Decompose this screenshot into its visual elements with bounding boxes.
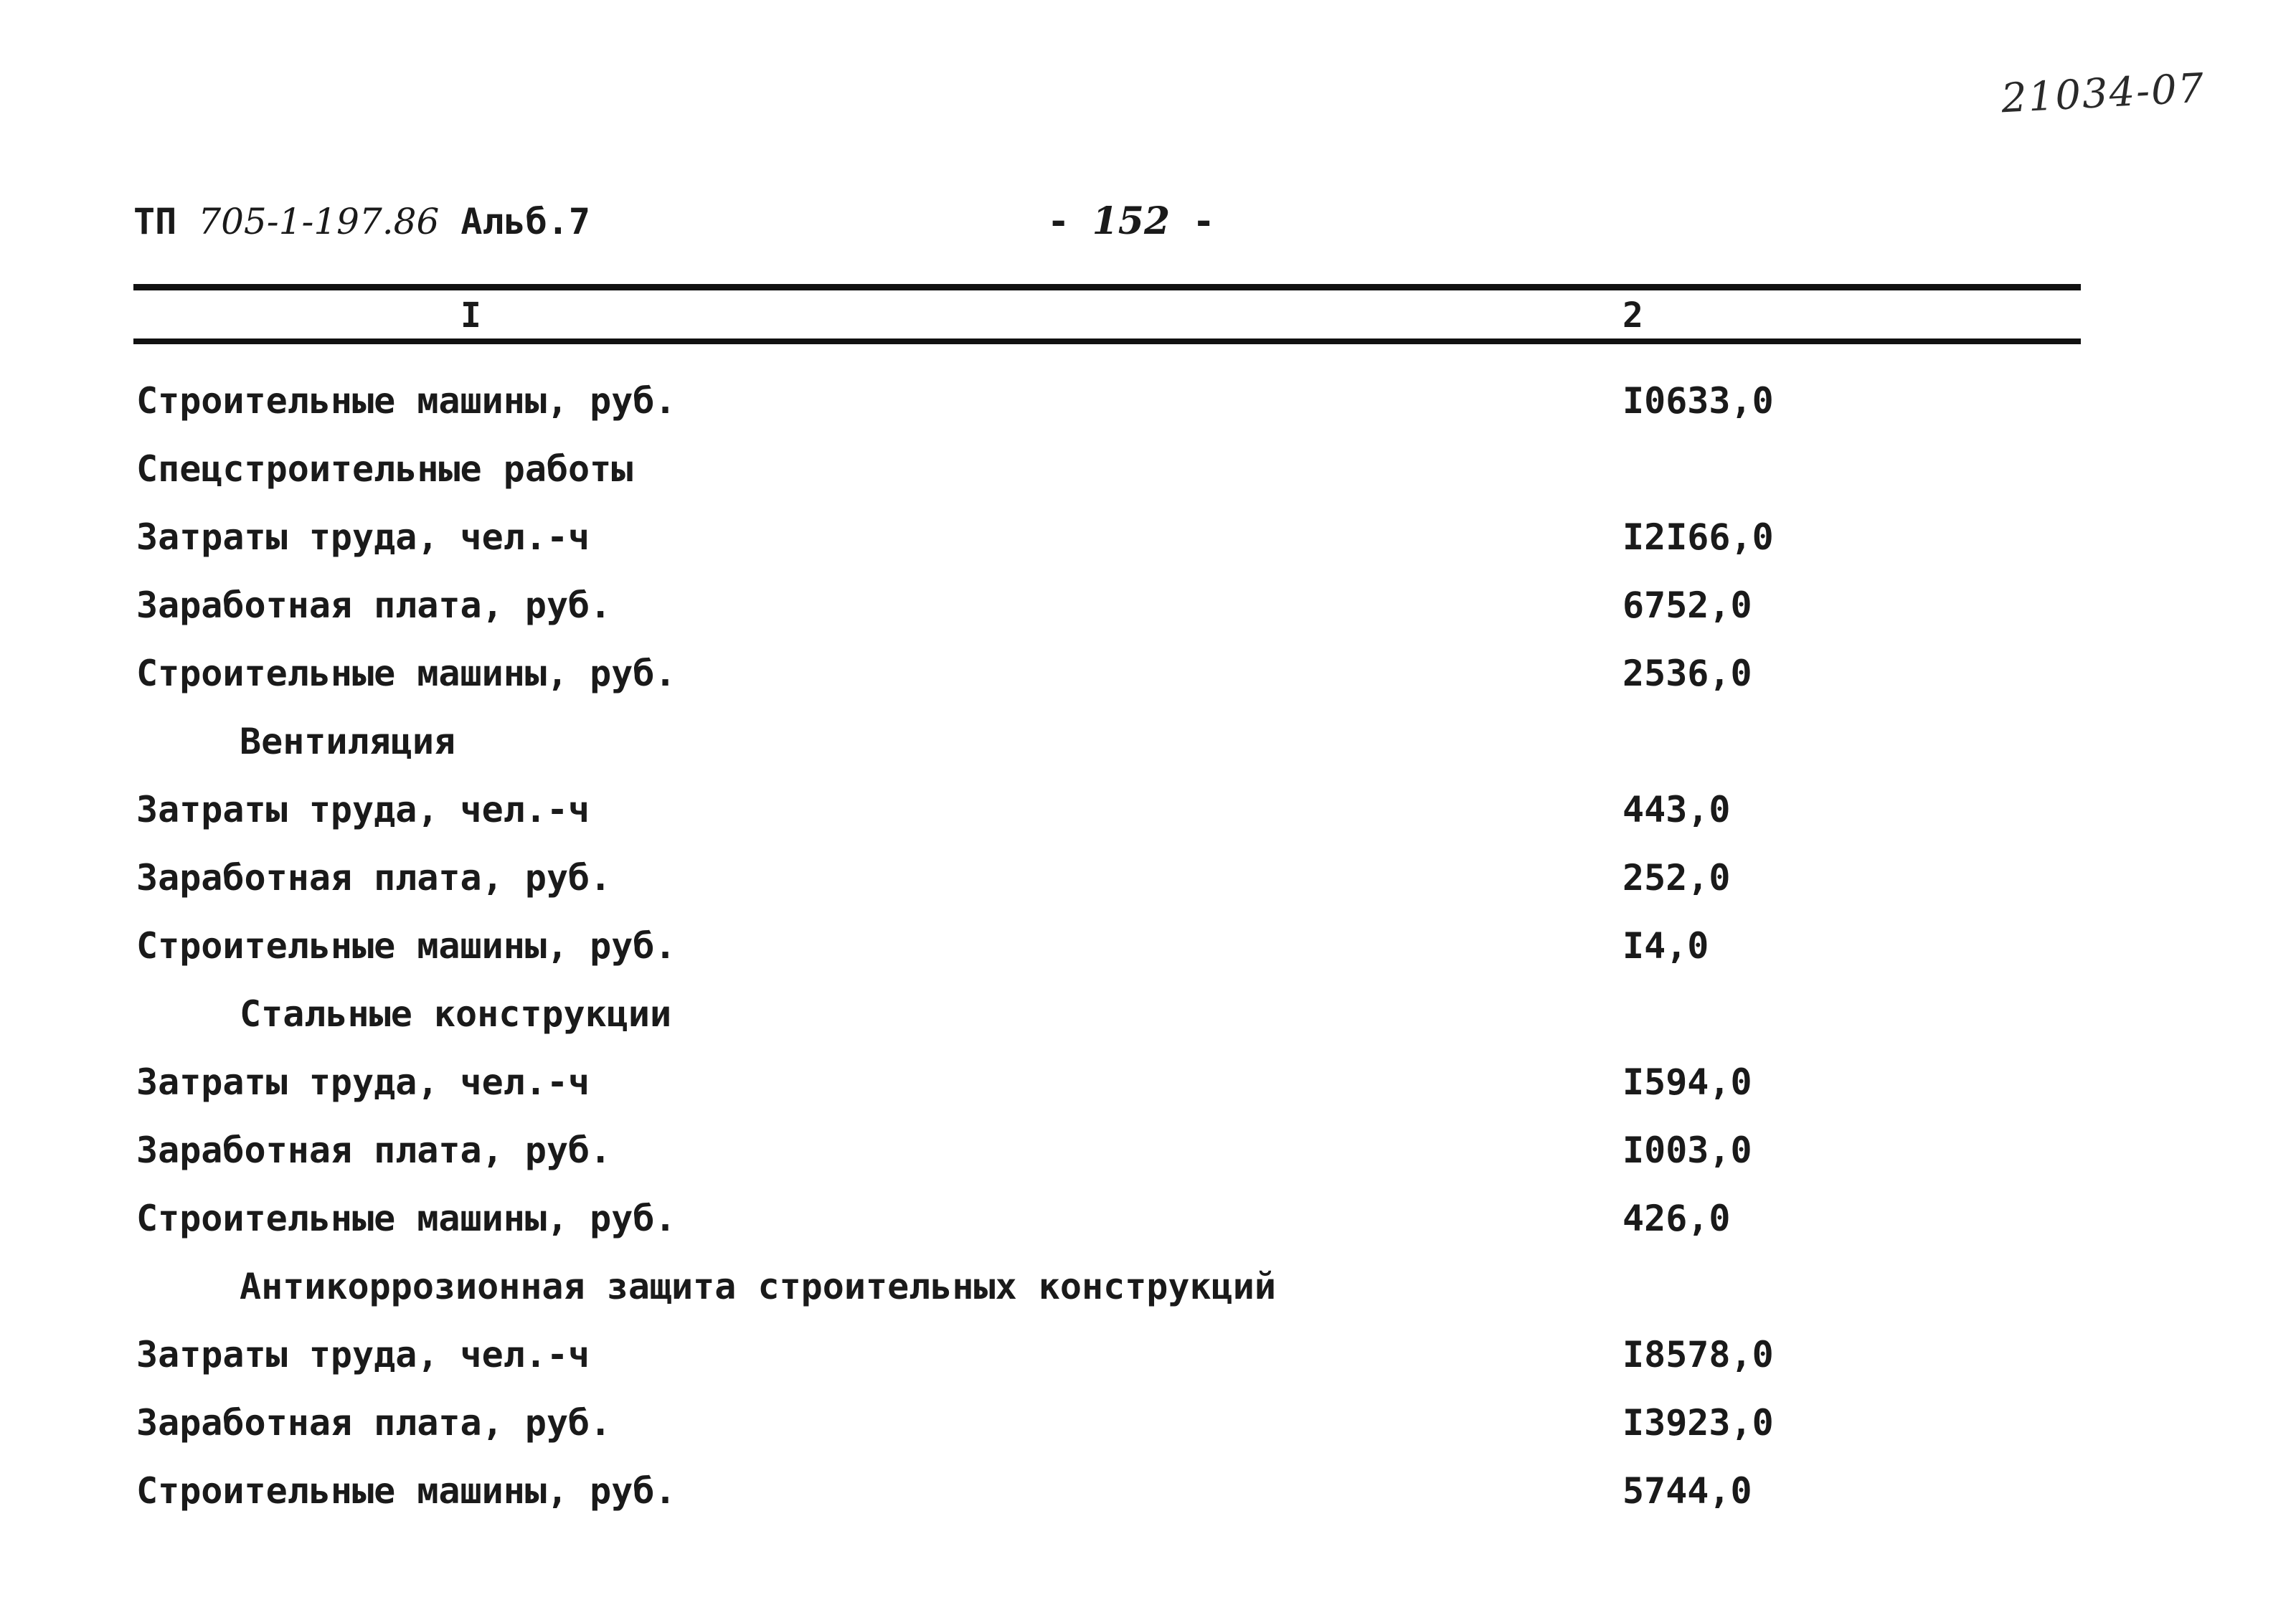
table-row xyxy=(0,1061,2296,1119)
table-row xyxy=(0,1402,2296,1459)
row-label: Спецстроительные работы xyxy=(136,448,633,490)
row-label: Строительные машины, руб. xyxy=(136,1198,676,1239)
row-value: I2I66,0 xyxy=(1622,516,1774,558)
row-label: Стальные конструкции xyxy=(240,993,672,1035)
row-label: Строительные машины, руб. xyxy=(136,380,676,422)
table-row xyxy=(0,1470,2296,1528)
doc-prefix: ТП xyxy=(133,201,199,242)
row-label: Вентиляция xyxy=(240,721,456,762)
table-row xyxy=(0,516,2296,574)
row-value: 252,0 xyxy=(1622,857,1731,899)
row-value: 5744,0 xyxy=(1622,1470,1752,1512)
row-value: I8578,0 xyxy=(1622,1334,1774,1375)
doc-number: 705-1-197.86 xyxy=(198,201,440,242)
page-number xyxy=(1047,199,1215,243)
row-label: Затраты труда, чел.-ч xyxy=(136,1334,590,1375)
row-label: Затраты труда, чел.-ч xyxy=(136,516,590,558)
row-value: I594,0 xyxy=(1622,1061,1752,1103)
row-value: I0633,0 xyxy=(1622,380,1774,422)
table-row xyxy=(0,584,2296,642)
section-subtitle xyxy=(0,448,2296,506)
row-label: Антикоррозионная защита строительных конструкций xyxy=(240,1266,1276,1307)
row-label: Затраты труда, чел.-ч xyxy=(136,789,590,830)
table-row xyxy=(0,380,2296,437)
table-header-rule xyxy=(133,338,2081,344)
section-heading xyxy=(0,721,2296,778)
table-top-rule xyxy=(133,284,2081,290)
page-number-dash-left: - xyxy=(1047,200,1092,243)
section-heading xyxy=(0,1266,2296,1323)
table-row xyxy=(0,653,2296,710)
table-row xyxy=(0,789,2296,846)
table-row xyxy=(0,857,2296,914)
row-label: Заработная плата, руб. xyxy=(136,584,612,626)
table-row xyxy=(0,1130,2296,1187)
table-row xyxy=(0,1198,2296,1255)
column-number-2: 2 xyxy=(1622,295,1643,336)
row-label: Строительные машины, руб. xyxy=(136,1470,676,1512)
row-value: I3923,0 xyxy=(1622,1402,1774,1444)
page-number-dash-right: - xyxy=(1170,200,1215,243)
section-heading xyxy=(0,993,2296,1051)
row-label: Заработная плата, руб. xyxy=(136,1130,612,1171)
table-row xyxy=(0,925,2296,982)
album-label: Альб.7 xyxy=(439,201,591,242)
row-label: Затраты труда, чел.-ч xyxy=(136,1061,590,1103)
document-code xyxy=(133,201,590,242)
row-value: I003,0 xyxy=(1622,1130,1752,1171)
row-value: 426,0 xyxy=(1622,1198,1731,1239)
row-value: 6752,0 xyxy=(1622,584,1752,626)
archive-stamp: 21034-07 xyxy=(2000,65,2206,123)
column-number-1: I xyxy=(460,295,481,336)
row-value: 443,0 xyxy=(1622,789,1731,830)
row-label: Строительные машины, руб. xyxy=(136,925,676,967)
row-value: 2536,0 xyxy=(1622,653,1752,694)
row-label: Строительные машины, руб. xyxy=(136,653,676,694)
row-value: I4,0 xyxy=(1622,925,1709,967)
page-number-value: 152 xyxy=(1092,199,1171,243)
row-label: Заработная плата, руб. xyxy=(136,1402,612,1444)
table-row xyxy=(0,1334,2296,1391)
row-label: Заработная плата, руб. xyxy=(136,857,612,899)
